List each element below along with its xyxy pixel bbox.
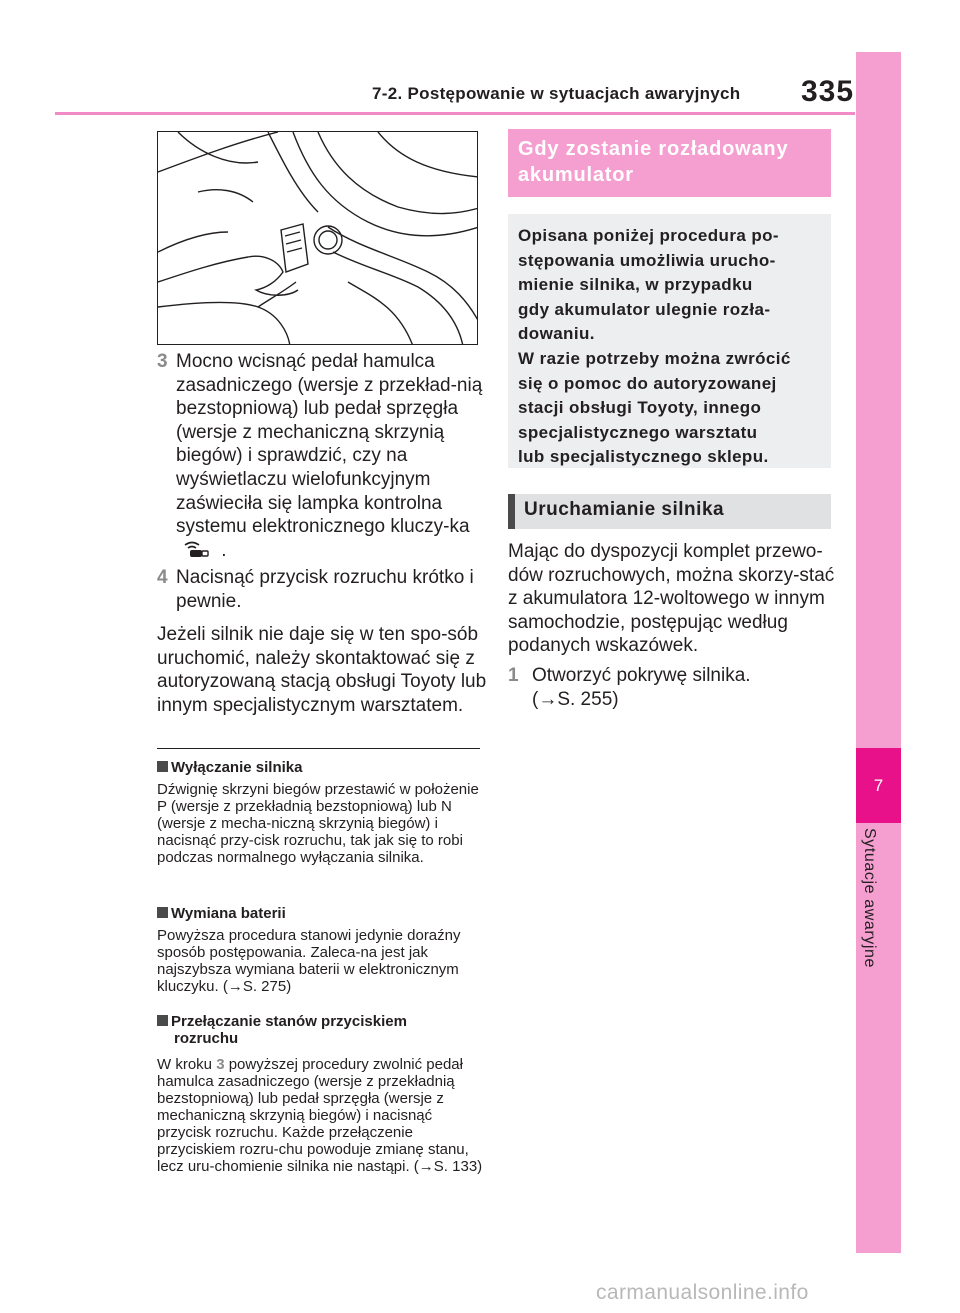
info-line: gdy akumulator ulegnie rozła- — [518, 299, 771, 319]
info-line: lub specjalistycznego sklepu. — [518, 447, 769, 467]
section-banner: Gdy zostanie rozładowany akumulator — [508, 129, 831, 197]
info-line: Opisana poniżej procedura po- — [518, 226, 779, 245]
chapter-title: Sytuacje awaryjne — [861, 828, 878, 969]
contact-paragraph: Jeżeli silnik nie daje się w ten spo-sób uruchomić, należy skontaktować się z autoryzowaną stacją obsługi Toyoty lub innym specjalistycznym warsztatem. — [157, 624, 487, 716]
bullet-square-icon — [157, 761, 168, 772]
step-number: 3 — [157, 351, 168, 372]
watermark: carmanualsonline.info — [596, 1281, 809, 1304]
note-heading: Wymiana baterii — [157, 905, 487, 922]
hand-key-start-button-drawing — [158, 132, 478, 345]
step-3 — [157, 350, 487, 562]
step-number: 4 — [157, 567, 168, 588]
step-1-line: Otworzyć pokrywę silnika. — [532, 665, 751, 686]
note-body: Dźwignię skrzyni biegów przestawić w położenie P (wersje z przekładnią bezstopniową) lub N (wersje z mecha-niczną skrzynią biegów) i nacisnąć przy-cisk rozruchu, tak jak się to robi podczas normalnego wyłączania silnika. — [157, 781, 479, 866]
note-body: W kroku 3 powyższej procedury zwolnić pedał hamulca zasadniczego (wersje z przekładnią bezstopniową) lub pedał sprzęgła (wersje z mechaniczną skrzynią biegów) i nacisnąć przycisk rozruchu. Każde przełączenie przyciskiem rozru-chu powoduje zmianę stanu, lecz uru-chomienie silnika nie nastąpi. (→S. 133) — [157, 1056, 483, 1175]
info-line: mienie silnika, w przypadku — [518, 275, 753, 295]
step-1 — [508, 664, 838, 711]
jumper-cables-paragraph: Mając do dyspozycji komplet przewo-dów rozruchowych, można skorzy-stać z akumulatora 12-woltowego w innym samochodzie, postępując według podanych wskazówek. — [508, 541, 835, 657]
key-indicator-icon — [182, 539, 210, 559]
page-reference: (→S. 255) — [532, 688, 619, 710]
step-3-suffix: . — [221, 539, 227, 561]
chapter-number-badge — [856, 748, 901, 823]
header-divider — [55, 112, 855, 115]
section-title: 7-2. Postępowanie w sytuacjach awaryjnych — [372, 84, 741, 103]
info-line: specjalistycznego warsztatu — [518, 422, 758, 442]
info-line: dowaniu. — [518, 324, 595, 344]
push-button-illustration — [157, 131, 478, 345]
step-3-text: Mocno wcisnąć pedał hamulca zasadniczego (wersje z przekład-nią bezstopniową) lub pedał sprzęgła (wersje z mechaniczną skrzynią biegów) i sprawdzić, czy na wyświetlaczu wielofunkcyjnym zaświeciła się lampka kontrolna systemu elektronicznego kluczy-ka — [176, 351, 483, 538]
note-body: Powyższa procedura stanowi jedynie doraźny sposób postępowania. Zaleca-na jest jak najszybsza wymiana baterii w elektronicznym kluczyku. (→S. 275) — [157, 927, 461, 995]
note-heading: Przełączanie stanów przyciskiem rozruchu — [157, 1013, 487, 1047]
section-heading: Uruchamianie silnika — [508, 494, 831, 529]
chapter-number: 7 — [873, 775, 884, 795]
note-heading: Wyłączanie silnika — [157, 759, 487, 776]
info-line: stacji obsługi Toyoty, innego — [518, 398, 762, 418]
step-4-text: Nacisnąć przycisk rozruchu krótko i pewnie. — [176, 567, 474, 612]
info-line: stępowania umożliwia urucho- — [518, 250, 776, 270]
step-number: 1 — [508, 665, 519, 686]
step-4 — [157, 566, 487, 613]
info-box — [508, 214, 831, 468]
page-number: 335 — [801, 75, 855, 108]
info-line: się o pomoc do autoryzowanej — [518, 373, 777, 393]
chapter-side-tab — [856, 52, 901, 1253]
bullet-square-icon — [157, 907, 168, 918]
notes-divider — [157, 748, 480, 749]
bullet-square-icon — [157, 1015, 168, 1026]
info-line: W razie potrzeby można zwrócić — [518, 348, 791, 368]
step-reference: 3 — [216, 1056, 225, 1073]
